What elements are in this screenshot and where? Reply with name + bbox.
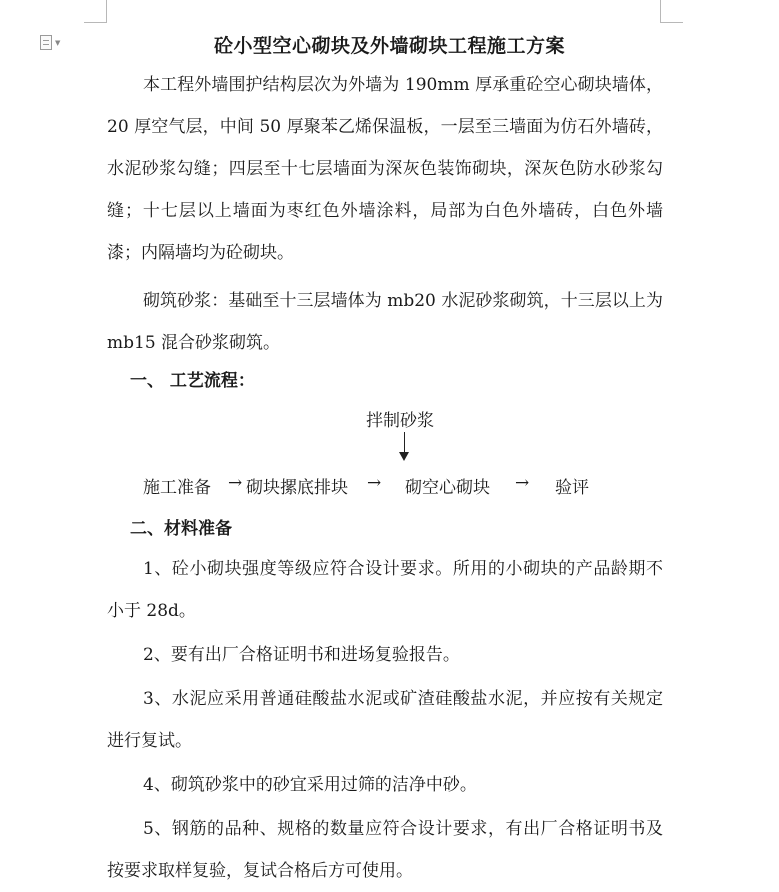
crop-mark-top-right	[660, 0, 683, 23]
flow-arrow-icon: →	[515, 473, 530, 493]
flow-step-mix-mortar: 拌制砂浆	[366, 411, 434, 431]
section-heading-process: 一、 工艺流程：	[130, 371, 255, 391]
flow-step-lay-hollow-blocks: 砌空心砌块	[405, 478, 490, 498]
flow-arrow-icon: →	[367, 473, 382, 493]
chevron-down-icon: ▼	[55, 38, 61, 47]
flow-step-layout-blocks: 砌块摞底排块	[246, 478, 348, 498]
list-item: 2、要有出厂合格证明书和进场复验报告。	[143, 645, 460, 665]
intro-section	[107, 64, 663, 364]
section-heading-materials: 二、材料准备	[130, 519, 232, 539]
flow-arrow-icon: →	[228, 473, 243, 493]
list-item: 5、钢筋的品种、规格的数量应符合设计要求，有出厂合格证明书及按要求取样复验，复试合格后方可使用。	[107, 819, 663, 881]
crop-mark-top-left	[84, 0, 107, 23]
flow-step-evaluation: 验评	[555, 478, 589, 498]
intro-paragraph: 本工程外墙围护结构层次为外墙为 190mm 厚承重砼空心砌块墙体，20 厚空气层，中间 50 厚聚苯乙烯保温板，一层至三墙面为仿石外墙砖，水泥砂浆勾缝；四层至十七层墙面为深灰色装饰砌块，深灰色防水砂浆勾缝；十七层以上墙面为枣红色外墙涂料，局部为白色外墙砖，白色外墙漆；内隔墙均为砼砌块。	[107, 75, 663, 263]
list-item: 4、砌筑砂浆中的砂宜采用过筛的洁净中砂。	[143, 775, 477, 795]
materials-list	[107, 548, 663, 892]
flow-step-preparation: 施工准备	[143, 478, 211, 498]
list-item: 3、水泥应采用普通硅酸盐水泥或矿渣硅酸盐水泥，并应按有关规定进行复试。	[107, 689, 663, 751]
list-item: 1、砼小砌块强度等级应符合设计要求。所用的小砌块的产品龄期不小于 28d。	[107, 559, 663, 621]
document-title: 砼小型空心砌块及外墙砌块工程施工方案	[213, 35, 565, 57]
arrow-head-icon	[399, 452, 409, 461]
intro-paragraph: 砌筑砂浆：基础至十三层墙体为 mb20 水泥砂浆砌筑，十三层以上为 mb15 混合砂浆砌筑。	[107, 291, 663, 353]
